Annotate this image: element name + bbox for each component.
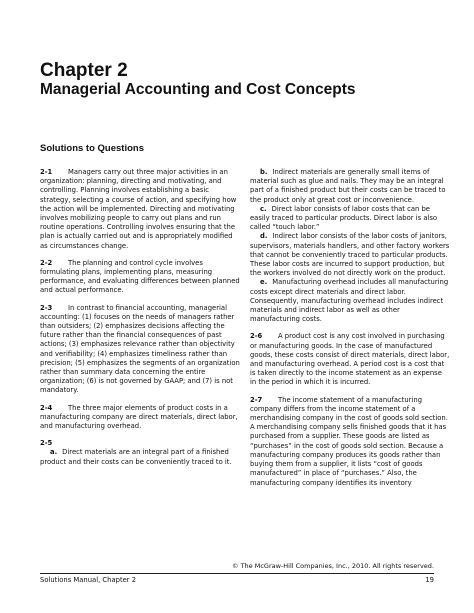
- question-number: 2-6: [250, 332, 263, 341]
- sub-answer-text: Indirect labor consists of the labor costs of janitors, supervisors, materials handlers, and other factory workers that cannot be conveniently traced to particular products. These labor costs are incurred to support production, but the workers involved do not directly work on the product.: [250, 232, 450, 278]
- sub-answer-text: Manufacturing overhead includes all manufacturing costs except direct materials and direct labor. Consequently, manufacturing overhead includes indirect materials and indirect labor as well as other manufacturing costs.: [250, 278, 449, 324]
- answer-2-3: [40, 304, 240, 396]
- sub-answer-text: Indirect materials are generally small items of material such as glue and nails. They may be an integral part of a finished product but their costs can be traced to the product only at great cost or inconvenience.: [250, 168, 446, 204]
- sub-answer-letter: c.: [260, 204, 267, 213]
- section-heading: Solutions to Questions: [40, 143, 144, 154]
- answer-2-6: [250, 332, 450, 387]
- sub-answer-letter: e.: [260, 278, 268, 287]
- footer-title: Solutions Manual, Chapter 2: [40, 576, 137, 584]
- answer-2-7: [250, 396, 450, 488]
- sub-answer-text: Direct labor consists of labor costs that can be easily traced to particular products. Direct labor is also called “touch labor.”: [250, 204, 438, 232]
- right-column: [250, 168, 450, 496]
- copyright-notice: © The McGraw-Hill Companies, Inc., 2010. All rights reserved.: [232, 562, 434, 570]
- question-number: 2-2: [40, 258, 53, 267]
- answer-text: The three major elements of product costs in a manufacturing company are direct materials, direct labor, and manufacturing overhead.: [40, 403, 238, 431]
- answer-2-5: [40, 439, 240, 467]
- answer-2-5d: [250, 232, 450, 278]
- question-number: 2-3: [40, 303, 53, 312]
- sub-answer-letter: d.: [260, 232, 268, 241]
- answer-text: The income statement of a manufacturing company differs from the income statement of a merchandising company in the cost of goods sold section. A merchandising company sells finished goods that it has purchased from a supplier. These goods are listed as “purchases” in the cost of goods sold section. Because a manufacturing company produces its goods rather than buying them from a supplier, it lists “cost of goods manufactured” in place of “purchases.” Also, the manufacturing company identifies its inventory: [250, 395, 448, 487]
- page-number: 19: [425, 576, 434, 584]
- answer-2-5e: [250, 278, 450, 324]
- answer-text: A product cost is any cost involved in purchasing or manufacturing goods. In the case of manufactured goods, these costs consist of direct materials, direct labor, and manufacturing overhead. A period cost is a cost that is taken directly to the income statement as an expense in the period in which it is incurred.: [250, 332, 450, 387]
- question-number: 2-1: [40, 168, 53, 176]
- question-number: 2-5: [40, 439, 53, 448]
- answer-2-1: [40, 168, 240, 251]
- question-number: 2-7: [250, 395, 263, 404]
- answer-2-5b: [250, 168, 450, 205]
- question-number: 2-4: [40, 403, 53, 412]
- answer-2-4: [40, 404, 240, 432]
- sub-answer-text: Direct materials are an integral part of a finished product and their costs can be conveniently traced to it.: [40, 448, 232, 466]
- answer-text: In contrast to financial accounting, managerial accounting: (1) focuses on the needs of managers rather than outsiders; (2) emphasizes decisions affecting the future rather than the financial consequences of past actions; (3) emphasizes relevance rather than objectivity and verifiability; (4) emphasizes timeliness rather than precision; (5) emphasizes the segments of an organization rather than summary data concerning the entire organization; (6) is not governed by GAAP; and (7) is not mandatory.: [40, 303, 240, 395]
- footer-divider: [40, 573, 434, 574]
- answer-text: The planning and control cycle involves formulating plans, implementing plans, measuring performance, and evaluating differences between planned and actual performance.: [40, 258, 240, 295]
- answer-2-2: [40, 259, 240, 296]
- chapter-title: Managerial Accounting and Cost Concepts: [40, 81, 356, 98]
- answer-text: Managers carry out three major activities in an organization: planning, directing and motivating, and controlling. Planning involves establishing a basic strategy, selecting a course of action, and specifying how the action will be implemented. Directing and motivating involves mobilizing people to carry out plans and run routine operations. Controlling involves ensuring that the plan is actually carried out and is appropriately modified as circumstances change.: [40, 168, 237, 250]
- sub-answer-letter: a.: [50, 448, 58, 457]
- sub-answer-letter: b.: [260, 168, 268, 176]
- chapter-number: Chapter 2: [40, 60, 128, 81]
- left-column: [40, 168, 240, 467]
- answer-2-5c: [250, 205, 450, 233]
